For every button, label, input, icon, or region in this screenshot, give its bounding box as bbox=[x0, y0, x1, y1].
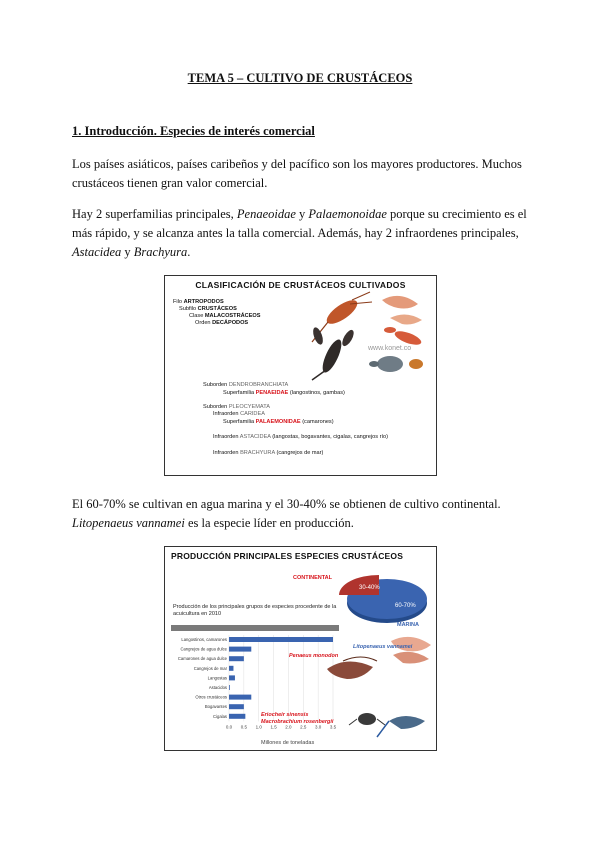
category-label: Langostinos, camarones bbox=[181, 637, 227, 642]
tax-filo: Filo ARTROPODOS bbox=[173, 299, 224, 305]
bar-chart-caption: Producción de los principales grupos de especies procedente de la acuicultura en 2010 bbox=[173, 604, 337, 617]
bar bbox=[229, 666, 233, 671]
category-label: Camarones de agua dulce bbox=[177, 656, 227, 662]
document-title: TEMA 5 – CULTIVO DE CRUSTÁCEOS bbox=[187, 71, 413, 85]
tax-orden: Orden DECÁPODOS bbox=[195, 320, 249, 326]
bar bbox=[229, 675, 235, 680]
production-figure bbox=[164, 546, 437, 751]
paragraph-production: El 60-70% se cultivan en agua marina y el 30-40% se obtienen de cultivo continental. Litopenaeus vannamei es la especie líder en producción. bbox=[72, 497, 501, 530]
classification-figure bbox=[164, 275, 437, 476]
tax-infraorden-2: Infraorden ASTACIDEA (langostas, bogavantes, cigalas, cangrejos río) bbox=[213, 434, 388, 440]
bar bbox=[229, 695, 251, 700]
tick-label: 2.0 bbox=[285, 724, 292, 730]
crab-icon bbox=[369, 356, 423, 372]
label-vannamei: Litopenaeus vannamei bbox=[353, 644, 413, 650]
production-title: PRODUCCIÓN PRINCIPALES ESPECIES CRUSTÁCEOS bbox=[171, 551, 404, 561]
category-label: Cigalas bbox=[213, 713, 227, 719]
bar bbox=[229, 656, 244, 661]
bar bbox=[229, 714, 245, 719]
species-illustrations bbox=[285, 625, 435, 745]
bar bbox=[229, 704, 244, 709]
x-axis-label: Millones de toneladas bbox=[261, 740, 315, 746]
tick-label: 0.5 bbox=[240, 724, 247, 730]
paragraph-producers: Los países asiáticos, países caribeños y del pacífico son los mayores productores. Muchos crustáceos tienen gran valor comercial. bbox=[72, 157, 522, 190]
tick-label: 1.0 bbox=[255, 724, 262, 730]
tick-label: 3.0 bbox=[315, 724, 322, 730]
lobster-dark-icon bbox=[311, 326, 356, 380]
tax-infraorden-1: Infraorden CARIDEA bbox=[213, 411, 265, 417]
pie-label-marina: 60-70% bbox=[395, 603, 416, 609]
marina-label: MARINA bbox=[397, 622, 419, 628]
tax-superfamilia-1: Superfamilia PENAEIDAE (langostinos, gambas) bbox=[223, 390, 345, 396]
bar bbox=[229, 647, 251, 652]
bar bbox=[229, 685, 230, 690]
paragraph-superfamilies: Hay 2 superfamilias principales, Penaeoidae y Palaemonoidae porque su crecimiento es el más rápido, y se alcanza antes la talla comercial. Además, hay 2 infraordenes principales, Astacidea y Brachyura. bbox=[72, 207, 527, 259]
category-label: Langostas bbox=[207, 675, 227, 681]
category-label: Cangrejos de agua dulce bbox=[180, 646, 227, 652]
watermark: www.konet.co bbox=[368, 345, 412, 352]
section-heading: 1. Introducción. Especies de interés comercial bbox=[72, 124, 315, 138]
label-rosenbergii: Macrobrachium rosenbergii bbox=[261, 719, 334, 725]
classification-title: CLASIFICACIÓN DE CRUSTÁCEOS CULTIVADOS bbox=[195, 280, 406, 290]
tax-suborden-1: Suborden DENDROBRANCHIATA bbox=[203, 382, 289, 388]
shrimp-icon bbox=[382, 296, 422, 325]
crustacean-illustrations bbox=[290, 290, 435, 382]
pie-label-continental: 30-40% bbox=[359, 585, 380, 591]
tick-label: 3.5 bbox=[329, 724, 337, 730]
crab-eriocheir-icon bbox=[349, 713, 385, 725]
tax-infraorden-3: Infraorden BRACHYURA (cangrejos de mar) bbox=[213, 450, 324, 456]
category-label: Bogavantes bbox=[204, 704, 227, 710]
label-monodon: Penaeus monodon bbox=[289, 653, 339, 659]
category-label: Otros crustáceos bbox=[195, 694, 227, 700]
tick-label: 2.5 bbox=[300, 724, 307, 730]
prawn-rosenbergii-icon bbox=[377, 716, 425, 737]
shrimp-vannamei-icon bbox=[391, 637, 431, 664]
tick-label: 0.0 bbox=[225, 724, 233, 730]
label-eriocheir: Eriocheir sinensis bbox=[261, 712, 309, 718]
category-label: Astacidos bbox=[208, 685, 227, 690]
category-label: Cangrejos de mar bbox=[193, 665, 227, 671]
tick-label: 1.5 bbox=[270, 724, 277, 730]
tax-subfilo: Subfilo CRUSTÁCEOS bbox=[179, 306, 237, 312]
pie-chart bbox=[335, 569, 433, 629]
tax-clase: Clase MALACOSTRÁCEOS bbox=[189, 313, 261, 319]
shrimp-monodon-icon bbox=[327, 657, 377, 679]
tax-suborden-2: Suborden PLEOCYEMATA bbox=[203, 404, 270, 410]
continental-label: CONTINENTAL bbox=[293, 575, 333, 581]
tax-superfamilia-2: Superfamilia PALAEMONIDAE (camarones) bbox=[223, 419, 334, 425]
